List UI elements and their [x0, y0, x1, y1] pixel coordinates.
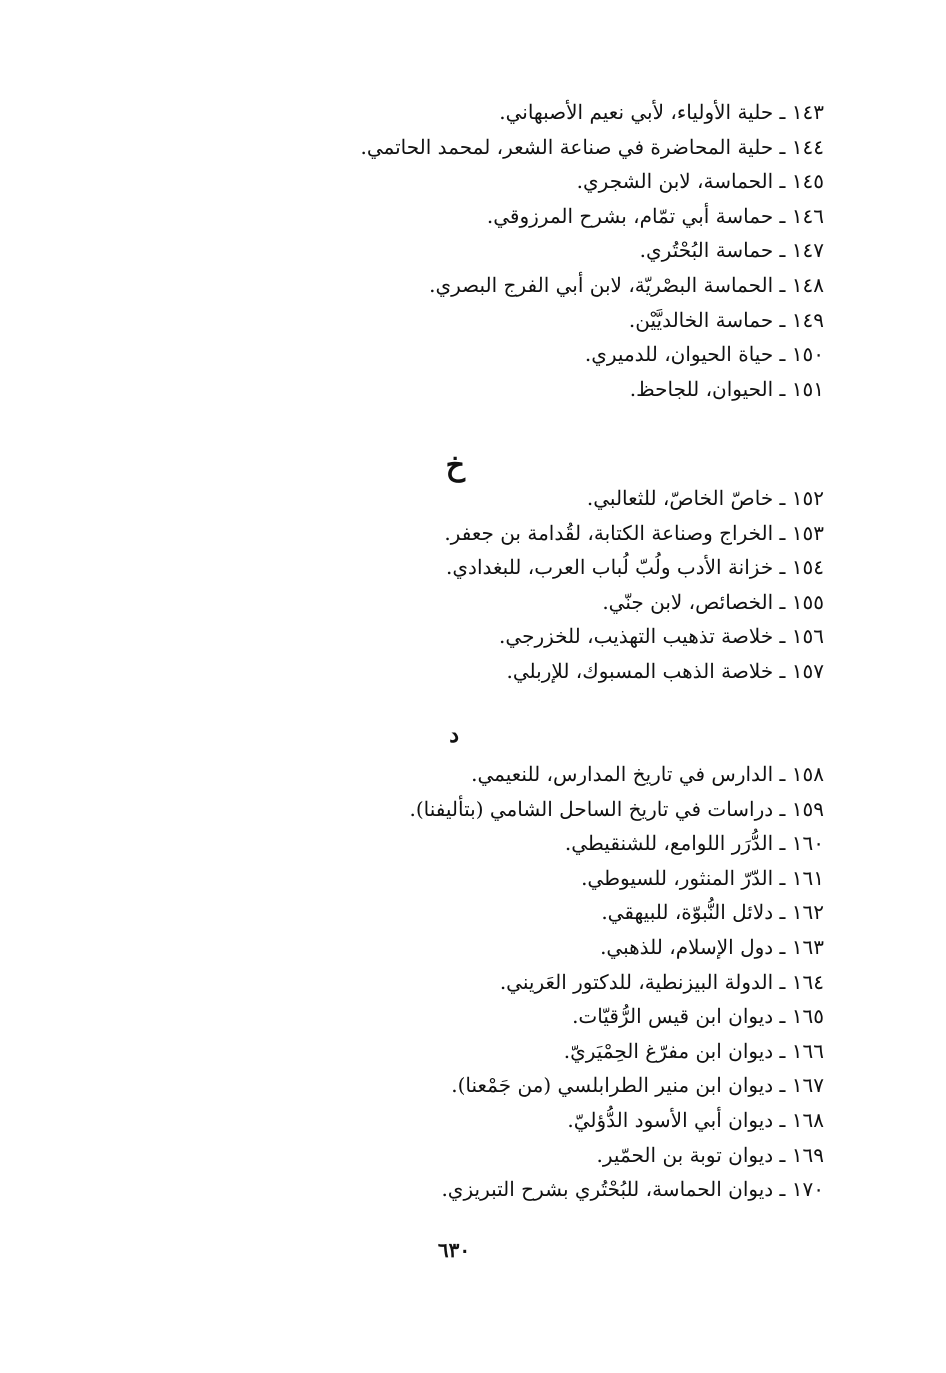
page-number: ٦٣٠ [437, 1238, 471, 1262]
list-item: ١٦٠ ـ الدُّرَر اللوامع، للشنقيطي. [564, 831, 824, 856]
list-item: ١٦٢ ـ دلائل النُّبوّة، للبيهقي. [601, 900, 824, 925]
list-item: ١٥١ ـ الحيوان، للجاحظ. [629, 376, 824, 401]
section-heading-dal: د [449, 722, 459, 748]
list-item: ١٤٤ ـ حلية المحاضرة في صناعة الشعر، لمحمد الحاتمي. [360, 134, 824, 159]
list-item: ١٦١ ـ الدّرّ المنثور، للسيوطي. [581, 865, 824, 890]
section-kha-list [124, 481, 824, 689]
list-item: ١٤٨ ـ الحماسة البصْريّة، لابن أبي الفرج البصري. [429, 272, 824, 297]
list-item: ١٥٨ ـ الدارس في تاريخ المدارس، للنعيمي. [471, 762, 824, 786]
list-item: ١٥٣ ـ الخراج وصناعة الكتابة، لقُدامة بن جعفر. [444, 520, 824, 545]
list-item: ١٧٠ ـ ديوان الحماسة، للبُحْتُري بشرح التبريزي. [441, 1177, 824, 1202]
list-item: ١٦٤ ـ الدولة البيزنطية، للدكتور العَريني. [499, 969, 824, 994]
section-dal-list [124, 757, 824, 1207]
list-item: ١٥٦ ـ خلاصة تذهيب التهذيب، للخزرجي. [499, 624, 824, 649]
list-item: ١٦٦ ـ ديوان ابن مفرّغ الحِمْيَريّ. [563, 1038, 824, 1063]
list-item: ١٤٣ ـ حلية الأولياء، لأبي نعيم الأصبهاني. [499, 100, 824, 124]
list-item: ١٤٥ ـ الحماسة، لابن الشجري. [576, 169, 824, 194]
list-item: ١٦٥ ـ ديوان ابن قيس الرُّقيّات. [572, 1004, 824, 1029]
list-item: ١٥٥ ـ الخصائص، لابن جنّي. [602, 589, 824, 614]
list-item: ١٦٨ ـ ديوان أبي الأسود الدُّؤليّ. [567, 1107, 824, 1132]
list-item: ١٥٩ ـ دراسات في تاريخ الساحل الشامي (بتأليفنا). [409, 796, 824, 821]
list-item: ١٥٠ ـ حياة الحيوان، للدميري. [584, 342, 824, 367]
list-item: ١٦٩ ـ ديوان توبة بن الحمّير. [596, 1142, 824, 1167]
section-ha-list [124, 95, 824, 406]
list-item: ١٥٧ ـ خلاصة الذهب المسبوك، للإربلي. [506, 658, 824, 683]
list-item: ١٤٩ ـ حماسة الخالديَّيْن. [628, 307, 824, 332]
list-item: ١٤٦ ـ حماسة أبي تمّام، بشرح المرزوقي. [486, 203, 824, 228]
list-item: ١٦٣ ـ دول الإسلام، للذهبي. [600, 934, 824, 959]
section-heading-kha: خ [445, 448, 465, 483]
list-item: ١٥٢ ـ خاصّ الخاصّ، للثعالبي. [586, 486, 824, 510]
list-item: ١٦٧ ـ ديوان ابن منير الطرابلسي (من جَمْعنا). [451, 1073, 824, 1098]
list-item: ١٥٤ ـ خزانة الأدب ولُبّ لُباب العرب، للبغدادي. [446, 555, 824, 580]
list-item: ١٤٧ ـ حماسة البُحْتُري. [639, 238, 824, 263]
